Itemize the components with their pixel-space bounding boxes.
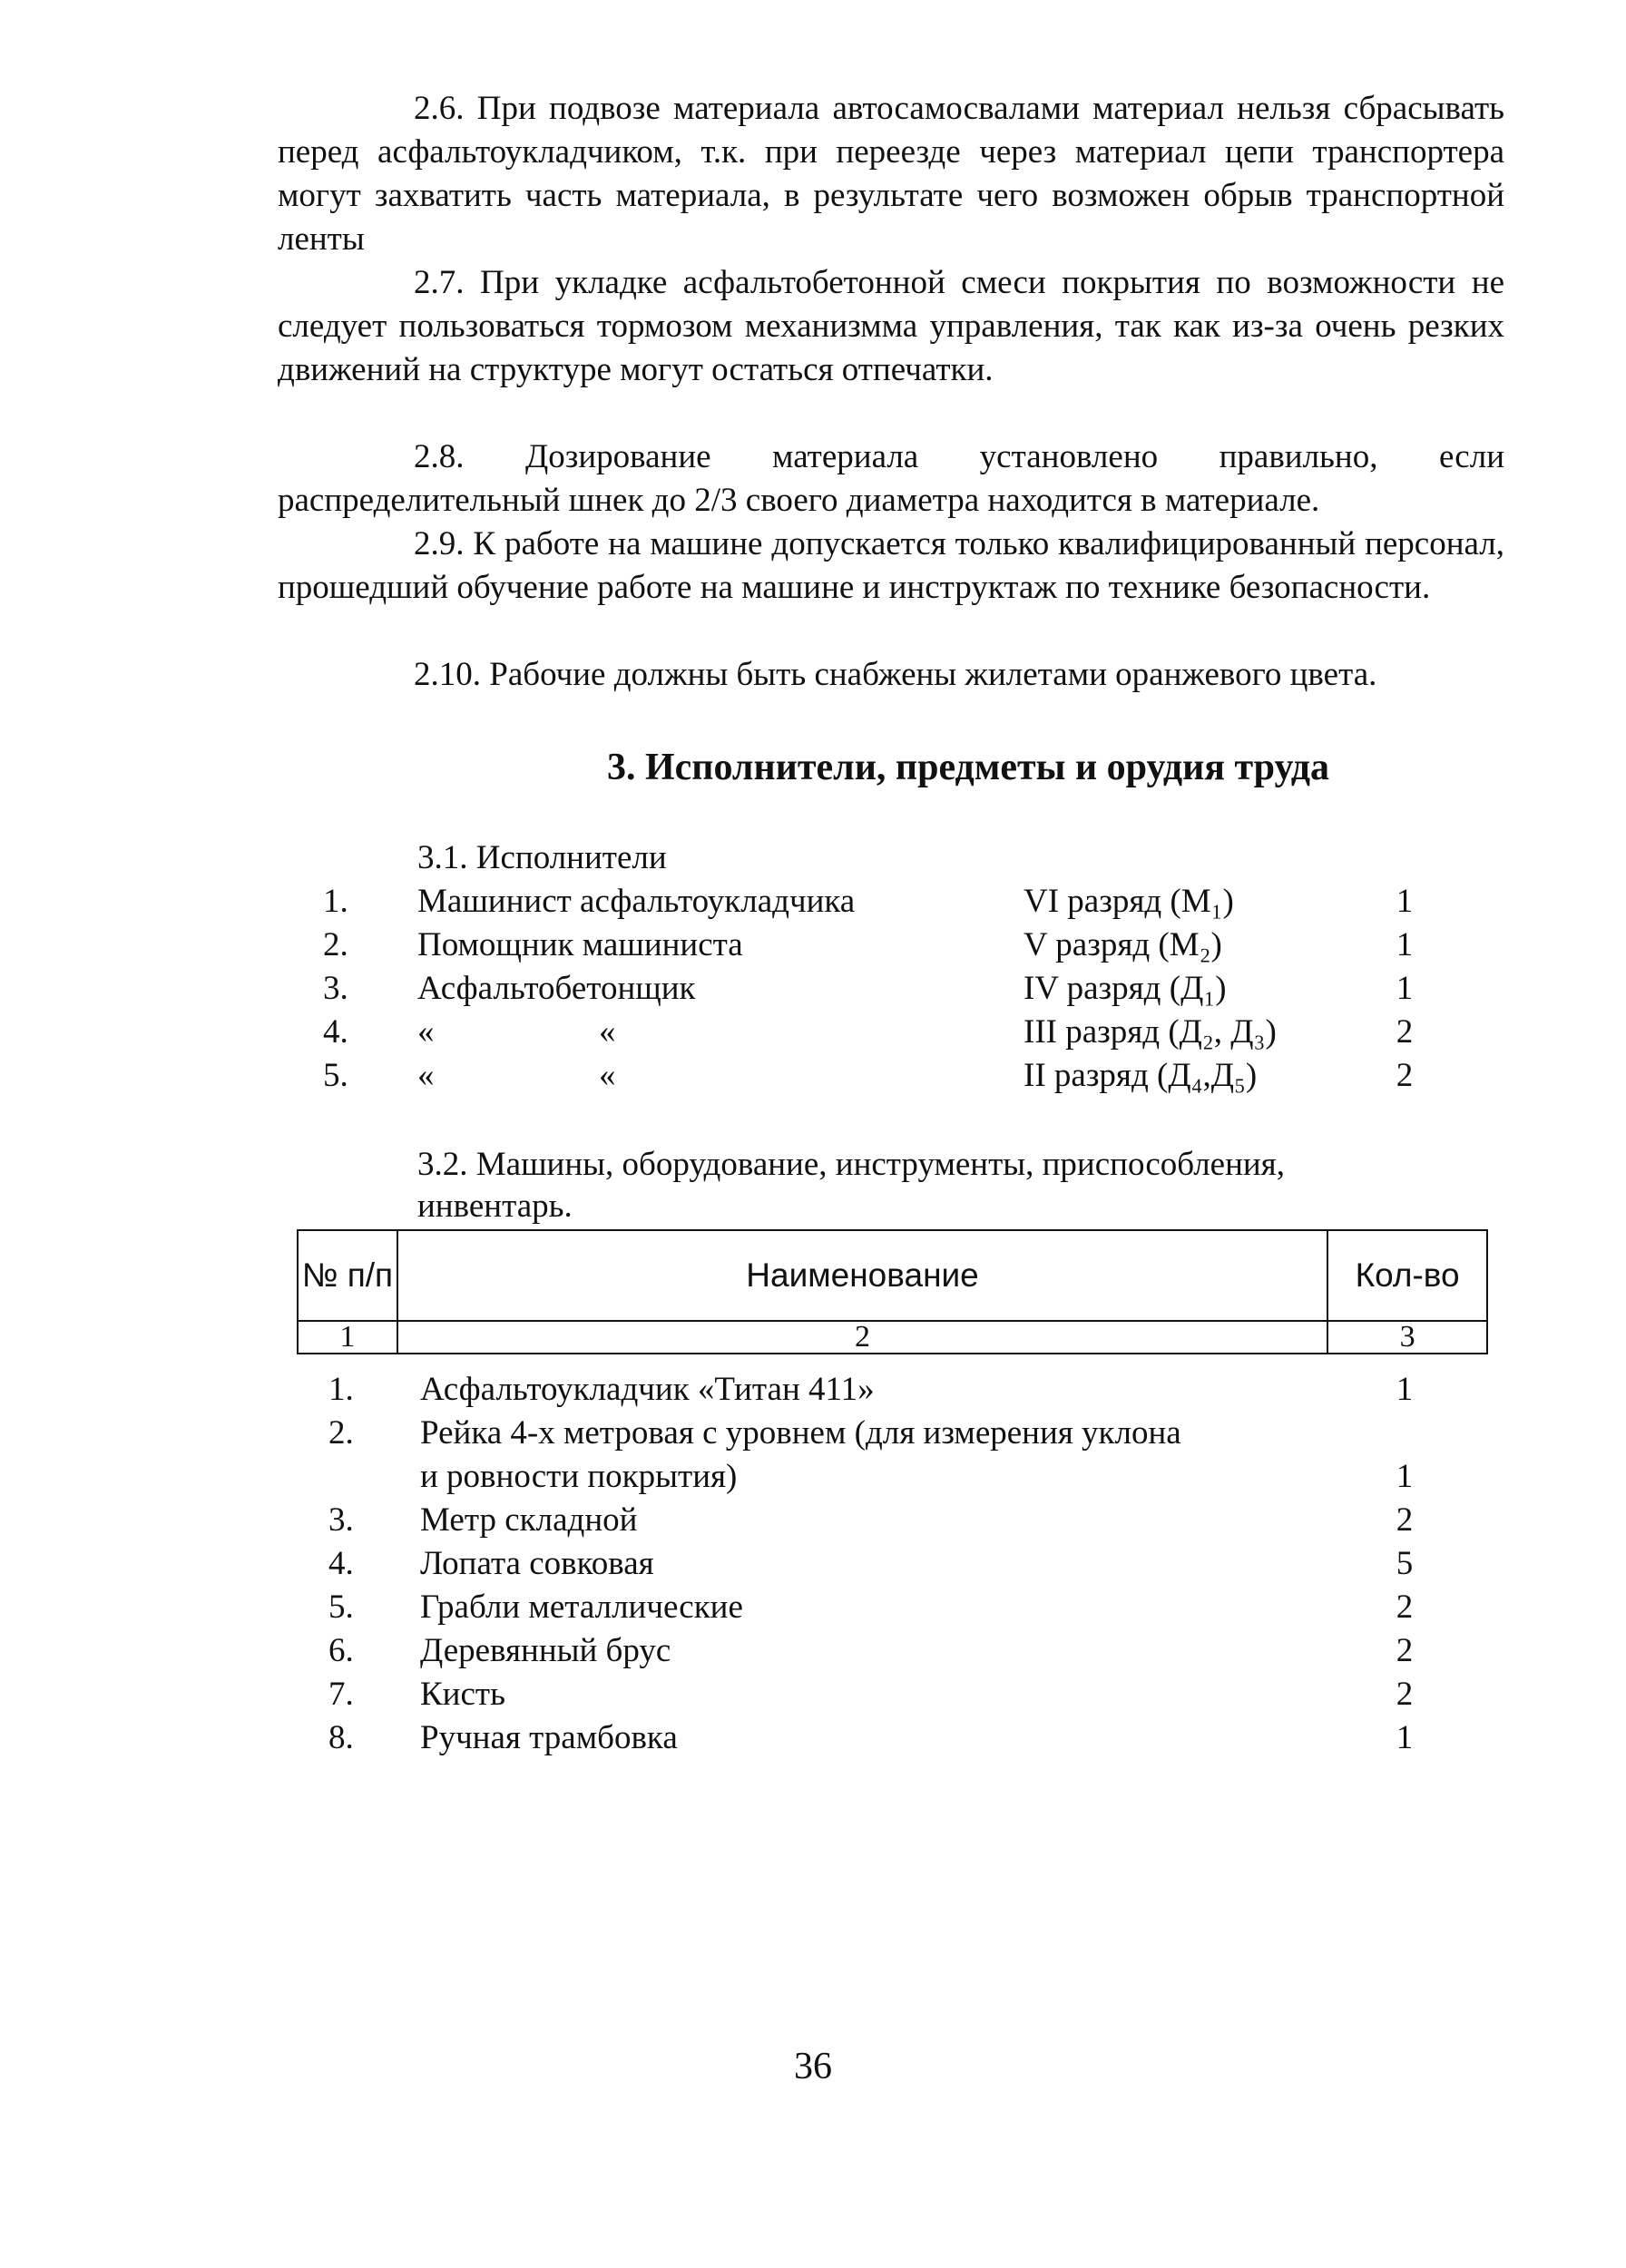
worker-count: 1 (1396, 883, 1414, 920)
equipment-name-continued: и ровности покрытия) (420, 1458, 738, 1495)
ditto-mark: « (417, 1057, 435, 1094)
paragraph-2-8: 2.8. Дозирование материала установлено правильно, если распределительный шнек до 2/3 своего диаметра находится в материале. (278, 438, 1504, 519)
header-name: Наименование (397, 1230, 1327, 1321)
equipment-qty: 1 (1396, 1719, 1414, 1756)
equipment-qty: 1 (1396, 1458, 1414, 1495)
equipment-qty: 2 (1396, 1501, 1414, 1539)
worker-count: 1 (1396, 970, 1414, 1007)
equipment-name: Метр складной (420, 1501, 638, 1539)
worker-num: 4. (323, 1013, 348, 1051)
equipment-num: 5. (328, 1589, 354, 1626)
page-number: 36 (794, 2046, 832, 2087)
equipment-name: Кисть (420, 1676, 505, 1713)
worker-grade: III разряд (Д₂, Д₃) (1024, 1013, 1277, 1051)
index-col-3: 3 (1327, 1321, 1487, 1354)
equipment-num: 1. (328, 1371, 354, 1408)
worker-name: Машинист асфальтоукладчика (417, 883, 856, 920)
index-col-2: 2 (397, 1321, 1327, 1354)
equipment-qty: 5 (1396, 1545, 1414, 1582)
ditto-mark: « (599, 1013, 616, 1051)
ditto-mark: « (417, 1013, 435, 1051)
ditto-mark: « (599, 1057, 616, 1094)
worker-num: 3. (323, 970, 348, 1007)
equipment-qty: 2 (1396, 1589, 1414, 1626)
worker-count: 1 (1396, 926, 1414, 963)
worker-num: 1. (323, 883, 348, 920)
equipment-row-continued (0, 1455, 1626, 1499)
equipment-num: 8. (328, 1719, 354, 1756)
equipment-title: 3.2. Машины, оборудование, инструменты, приспособления, (417, 1146, 1285, 1183)
equipment-row (0, 1412, 1626, 1455)
worker-num: 5. (323, 1057, 348, 1094)
index-col-1: 1 (298, 1321, 397, 1354)
equipment-table-header (297, 1229, 1488, 1354)
equipment-name: Грабли металлические (420, 1589, 743, 1626)
table-index-row (298, 1321, 1487, 1354)
worker-row (0, 967, 1626, 1011)
worker-row (0, 880, 1626, 924)
header-quantity: Кол-во (1327, 1230, 1487, 1321)
worker-grade: VI разряд (М₁) (1024, 883, 1234, 920)
worker-grade: II разряд (Д₄,Д₅) (1024, 1057, 1258, 1094)
equipment-num: 4. (328, 1545, 354, 1582)
paragraph-2-7: 2.7. При укладке асфальтобетонной смеси покрытия по возможности не следует пользоваться тормозом механизмма управления, так как из-за очень резких движений на структуре могут остаться отпечатки. (278, 264, 1504, 388)
paragraph-2-6: 2.6. При подвозе материала автосамосвалами материал нельзя сбрасывать перед асфальтоукладчиком, т.к. при переезде через материал цепи транспортера могут захватить часть материала, в результате чего возможен обрыв транспортной ленты (278, 90, 1504, 258)
worker-count: 2 (1396, 1057, 1414, 1094)
equipment-num: 2. (328, 1414, 354, 1452)
paragraph-2-9: 2.9. К работе на машине допускается только квалифицированный персонал, прошедший обучение работе на машине и инструктаж по технике безопасности. (278, 525, 1504, 606)
section-title: 3. Исполнители, предметы и орудия труда (606, 747, 1330, 788)
worker-row (0, 924, 1626, 967)
equipment-row (0, 1716, 1626, 1760)
equipment-row (0, 1629, 1626, 1673)
equipment-name: Деревянный брус (420, 1632, 671, 1669)
equipment-qty: 1 (1396, 1371, 1414, 1408)
equipment-qty: 2 (1396, 1632, 1414, 1669)
equipment-row (0, 1586, 1626, 1629)
worker-row (0, 1011, 1626, 1054)
worker-row (0, 1054, 1626, 1098)
equipment-row (0, 1542, 1626, 1586)
equipment-row (0, 1673, 1626, 1716)
equipment-row (0, 1368, 1626, 1412)
worker-count: 2 (1396, 1013, 1414, 1051)
table-header-row (298, 1230, 1487, 1321)
worker-grade: IV разряд (Д₁) (1024, 970, 1227, 1007)
equipment-num: 3. (328, 1501, 354, 1539)
equipment-name: Лопата совковая (420, 1545, 654, 1582)
worker-grade: V разряд (М₂) (1024, 926, 1222, 963)
paragraph-2-10: 2.10. Рабочие должны быть снабжены жилетами оранжевого цвета. (414, 656, 1377, 693)
equipment-num: 7. (328, 1676, 354, 1713)
workers-title: 3.1. Исполнители (417, 839, 667, 876)
equipment-name: Рейка 4-х метровая с уровнем (для измерения уклона (420, 1414, 1181, 1452)
equipment-row (0, 1499, 1626, 1542)
worker-name: Асфальтобетонщик (417, 970, 696, 1007)
worker-num: 2. (323, 926, 348, 963)
worker-name: Помощник машиниста (417, 926, 743, 963)
equipment-qty: 2 (1396, 1676, 1414, 1713)
equipment-num: 6. (328, 1632, 354, 1669)
equipment-title-continued: инвентарь. (417, 1188, 573, 1225)
equipment-name: Асфальтоукладчик «Титан 411» (420, 1371, 875, 1408)
equipment-name: Ручная трамбовка (420, 1719, 678, 1756)
header-number: № п/п (298, 1230, 397, 1321)
